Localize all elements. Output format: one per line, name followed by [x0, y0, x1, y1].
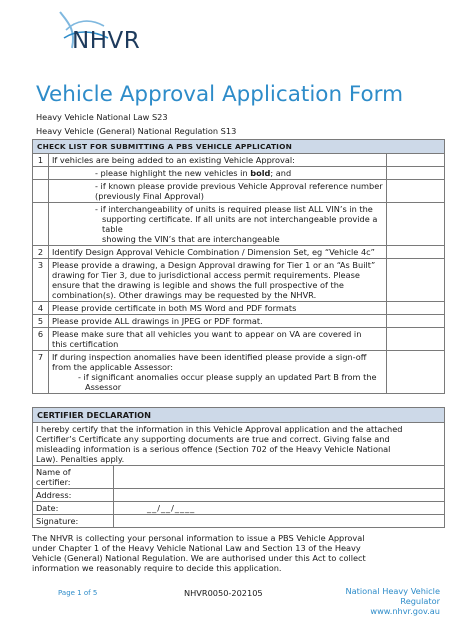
- checklist-row-1b: [33, 180, 445, 203]
- checklist-row-2: [33, 246, 445, 259]
- item-text: If vehicles are being added to an existing Vehicle Approval:: [49, 154, 387, 167]
- check-cell[interactable]: [387, 167, 445, 180]
- check-cell[interactable]: [387, 351, 445, 394]
- check-cell[interactable]: [387, 259, 445, 302]
- subtitle-law: Heavy Vehicle National Law S23: [36, 112, 168, 122]
- check-cell[interactable]: [387, 315, 445, 328]
- item-number: 6: [33, 328, 49, 351]
- checklist-row-1c: [33, 203, 445, 246]
- item-number: 7: [33, 351, 49, 394]
- page-number: Page 1 of 5: [58, 589, 98, 597]
- signature-field[interactable]: [114, 515, 445, 528]
- checklist-header: CHECK LIST FOR SUBMITTING A PBS VEHICLE APPLICATION: [33, 140, 445, 154]
- item-number: 4: [33, 302, 49, 315]
- item-text: If during inspection anomalies have been identified please provide a sign-off from the applicable Assessor: - if significant anomalies occur please supply an updated Part B from the Assessor: [49, 351, 387, 394]
- form-code: NHVR0050-202105: [184, 588, 263, 598]
- checklist-table: [32, 139, 445, 394]
- declaration-text: I hereby certify that the information in this Vehicle Approval application and the attached Certifier’s Certificate any supporting documents are true and correct. Giving false and misleading information is a serious offence (Section 702 of the Heavy Vehicle National Law). Penalties apply.: [33, 423, 445, 466]
- item-number: 1: [33, 154, 49, 167]
- item-text: Please provide certificate in both MS Word and PDF formats: [49, 302, 387, 315]
- check-cell[interactable]: [387, 302, 445, 315]
- footer-organisation: National Heavy Vehicle Regulator www.nhvr.gov.au: [345, 586, 440, 616]
- certifier-header: CERTIFIER DECLARATION: [33, 408, 445, 423]
- address-field[interactable]: [114, 489, 445, 502]
- item-text: Please provide ALL drawings in JPEG or PDF format.: [49, 315, 387, 328]
- subtitle-regulation: Heavy Vehicle (General) National Regulation S13: [36, 126, 237, 136]
- date-field[interactable]: __/__/____: [114, 502, 445, 515]
- checklist-row-4: [33, 302, 445, 315]
- item-number: 2: [33, 246, 49, 259]
- item-subpoint: - if interchangeability of units is required please list ALL VIN’s in the supporting certificate. If all units are not interchangeable provide a table showing the VIN’s that are interchangeable: [49, 203, 387, 246]
- privacy-notice: The NHVR is collecting your personal information to issue a PBS Vehicle Approval under Chapter 1 of the Heavy Vehicle National Law and Section 13 of the Heavy Vehicle (General) National Regulation. We are authorised under this Act to collect information we reasonably require to decide this application.: [32, 533, 366, 573]
- checklist-row-5: [33, 315, 445, 328]
- checklist-row-7: [33, 351, 445, 394]
- check-cell[interactable]: [387, 154, 445, 167]
- check-cell[interactable]: [387, 328, 445, 351]
- item-text: Please provide a drawing, a Design Approval drawing for Tier 1 or an “As Built” drawing for Tier 3, due to jurisdictional access permit requirements. Please ensure that the drawing is legible and shows the full prospective of the combination(s). Other drawings may be requested by the NHVR.: [49, 259, 387, 302]
- certifier-name-label: Name of certifier:: [33, 466, 114, 489]
- checklist-row-1a: [33, 167, 445, 180]
- signature-label: Signature:: [33, 515, 114, 528]
- bold-word: bold: [250, 168, 271, 179]
- certifier-name-field[interactable]: [114, 466, 445, 489]
- item-number: 3: [33, 259, 49, 302]
- check-cell[interactable]: [387, 203, 445, 246]
- date-label: Date:: [33, 502, 114, 515]
- page-title: Vehicle Approval Application Form: [36, 82, 404, 107]
- item-subpoint: - if known please provide previous Vehicle Approval reference number (previously Final Approval): [49, 180, 387, 203]
- item-subpoint: - please highlight the new vehicles in bold; and: [49, 167, 387, 180]
- check-cell[interactable]: [387, 180, 445, 203]
- item-text: Please make sure that all vehicles you want to appear on VA are covered in this certification: [49, 328, 387, 351]
- item-number: 5: [33, 315, 49, 328]
- item-text: Identify Design Approval Vehicle Combination / Dimension Set, eg “Vehicle 4c”: [49, 246, 387, 259]
- checklist-row-3: [33, 259, 445, 302]
- logo-wordmark: NHVR: [72, 28, 141, 54]
- checklist-header-row: [33, 140, 445, 154]
- address-label: Address:: [33, 489, 114, 502]
- checklist-row-6: [33, 328, 445, 351]
- certifier-declaration-table: [32, 407, 445, 528]
- checklist-row-1: [33, 154, 445, 167]
- check-cell[interactable]: [387, 246, 445, 259]
- website-link[interactable]: www.nhvr.gov.au: [370, 605, 440, 616]
